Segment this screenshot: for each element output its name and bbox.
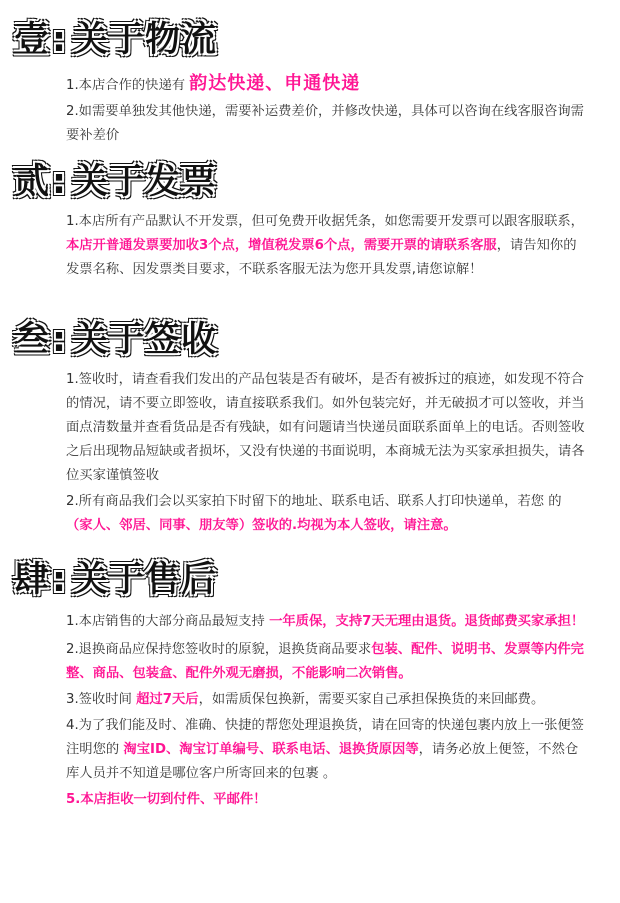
body-text: 1.本店所有产品默认不开发票，但可免费开收据凭条，如您需要开发票可以跟客服联系， bbox=[66, 214, 584, 229]
highlight-text: 5. bbox=[66, 792, 81, 807]
body-text: 1.本店销售的大部分商品最短支持 bbox=[66, 614, 270, 629]
section-title: 关于售后 bbox=[73, 560, 218, 600]
section-items bbox=[66, 368, 588, 538]
heading-colon: : bbox=[52, 320, 68, 360]
list-item bbox=[66, 788, 588, 812]
list-item bbox=[66, 368, 588, 488]
body-text: ，请务必放上便签，不然仓库人员并不知道是哪位客户所寄回来的包裹 。 bbox=[66, 742, 579, 781]
body-text: 2.退换商品应保持您签收时的原貌，退换货商品要求 bbox=[66, 642, 372, 657]
section-items bbox=[66, 610, 588, 812]
body-text: 4.为了我们能及时、准确、快捷的帮您处理退换货，请在回寄的快递包裹内放上一张便签注明您的 bbox=[66, 718, 584, 757]
highlight-text: 一年质保，支持7天无理由退货。退货邮费买家承担！ bbox=[269, 614, 585, 629]
body-text: ，请告知你的发票名称、因发票类目要求，不联系客服无法为您开具发票,请您谅解！ bbox=[66, 238, 577, 277]
section-heading bbox=[14, 160, 217, 204]
highlight-text: 超过7天后 bbox=[136, 692, 199, 707]
heading-colon: : bbox=[52, 560, 68, 600]
highlight-text: 淘宝ID、淘宝订单编号、联系电话、退换货原因等 bbox=[123, 742, 419, 757]
highlight-text: 本店开普通发票要加收3个点，增值税发票6个点，需要开票的请联系客服 bbox=[66, 238, 497, 253]
list-item bbox=[66, 490, 588, 538]
section-number: 贰 bbox=[14, 162, 51, 202]
body-text: 3.签收时间 bbox=[66, 692, 137, 707]
section-heading bbox=[14, 318, 217, 362]
list-item bbox=[66, 638, 588, 686]
list-item bbox=[66, 688, 588, 712]
body-text: 1.本店合作的快递有 bbox=[66, 78, 190, 93]
heading-colon: : bbox=[52, 162, 68, 202]
heading-colon: : bbox=[52, 20, 68, 60]
section-title: 关于物流 bbox=[73, 20, 218, 60]
list-item bbox=[66, 100, 588, 148]
body-text: 2.所有商品我们会以买家拍下时留下的地址、联系电话、联系人打印快递单，若您 的 bbox=[66, 494, 562, 509]
section-heading bbox=[14, 18, 217, 62]
body-text: 1.签收时，请查看我们发出的产品包装是否有破坏，是否有被拆过的痕迹，如发现不符合的情况，请不要立即签收，请直接联系我们。如外包装完好，并无破损才可以签收，并当面点清数量并查看货品是否有残缺，如有问题请当快递员面联系面单上的电话。否则签收之后出现物品短缺或者损坏，又没有快递的书面说明，本商城无法为买家承担损失，请各位买家谨慎签收 bbox=[66, 372, 585, 483]
body-text: ，如需质保包换新，需要买家自己承担保换货的来回邮费。 bbox=[198, 692, 545, 707]
highlight-text: 包装、配件、说明书、发票等内件完整、商品、包装盒、配件外观无磨损，不能影响二次销售。 bbox=[66, 642, 584, 681]
list-item bbox=[66, 610, 588, 634]
section-title: 关于发票 bbox=[73, 162, 218, 202]
section-title: 关于签收 bbox=[73, 320, 218, 360]
section-number: 叁 bbox=[14, 320, 51, 360]
list-item bbox=[66, 714, 588, 786]
highlight-text: 本店拒收一切到付件、平邮件！ bbox=[80, 792, 267, 807]
section-items bbox=[66, 72, 588, 148]
section-number: 壹 bbox=[14, 20, 51, 60]
section-heading bbox=[14, 558, 217, 602]
body-text: 2.如需要单独发其他快递，需要补运费差价，并修改快递，具体可以咨询在线客服咨询需要补差价 bbox=[66, 104, 584, 143]
section-items bbox=[66, 210, 588, 282]
highlight-text: （家人、邻居、同事、朋友等）签收的.均视为本人签收，请注意。 bbox=[66, 518, 457, 533]
highlight-text: 韵达快递、申通快递 bbox=[189, 73, 361, 94]
section-number: 肆 bbox=[14, 560, 51, 600]
list-item bbox=[66, 72, 588, 98]
list-item bbox=[66, 210, 588, 282]
